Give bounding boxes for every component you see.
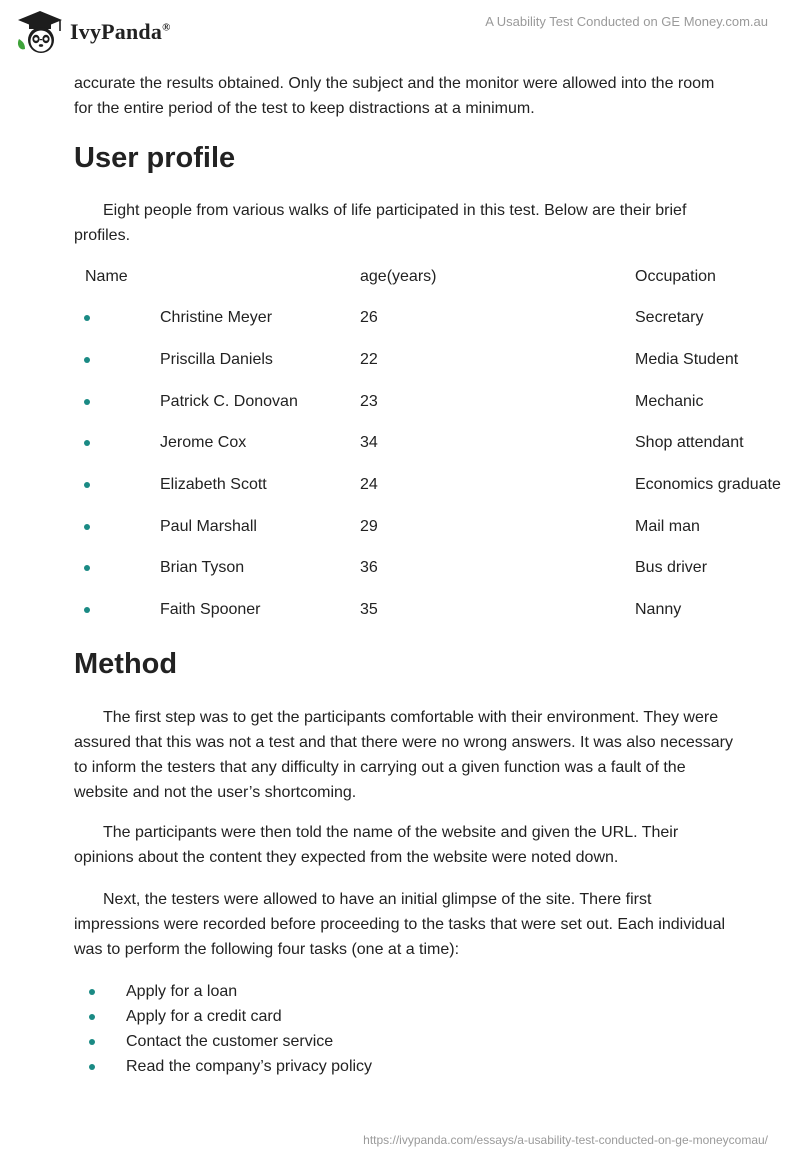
list-item — [74, 1004, 734, 1029]
bullet-icon — [84, 515, 90, 539]
participant-name: Faith Spooner — [160, 601, 261, 618]
participant-occupation: Shop attendant — [635, 434, 744, 451]
table-row — [74, 515, 800, 539]
participant-name: Paul Marshall — [160, 518, 257, 535]
participant-name: Priscilla Daniels — [160, 351, 273, 368]
participant-name: Jerome Cox — [160, 434, 247, 451]
method-paragraph-2: The participants were then told the name of the website and given the URL. Their opinions about the content they expected from the website were noted down. — [74, 824, 679, 866]
panda-graduate-icon — [16, 9, 64, 55]
bullet-icon — [89, 1039, 95, 1045]
bullet-icon — [84, 306, 90, 330]
method-paragraph-3: Next, the testers were allowed to have an initial glimpse of the site. There first impressions were recorded before proceeding to the tasks that were set out. Each individual was to perform the following four tasks (one at a time): — [74, 891, 726, 958]
table-row — [74, 431, 800, 455]
document-title: A Usability Test Conducted on GE Money.com.au — [485, 14, 768, 29]
column-header-name: Name — [85, 268, 128, 285]
table-row — [74, 473, 800, 497]
list-item — [74, 979, 734, 1004]
task-list — [74, 979, 734, 1079]
participant-age: 22 — [360, 351, 378, 368]
brand-name: IvyPanda® — [70, 19, 171, 44]
participant-age: 23 — [360, 393, 378, 410]
participant-name: Elizabeth Scott — [160, 476, 267, 493]
user-profile-paragraph: Eight people from various walks of life participated in this test. Below are their brief profiles. — [74, 202, 687, 244]
column-header-occupation: Occupation — [635, 268, 716, 285]
participant-age: 24 — [360, 476, 378, 493]
bullet-icon — [84, 431, 90, 455]
participant-name: Christine Meyer — [160, 309, 273, 326]
ivypanda-logo[interactable] — [16, 9, 171, 55]
source-url-link[interactable]: https://ivypanda.com/essays/a-usability-test-conducted-on-ge-moneycomau/ — [363, 1133, 768, 1147]
bullet-icon — [84, 598, 90, 622]
bullet-icon — [89, 1064, 95, 1070]
task-label: Read the company’s privacy policy — [126, 1058, 373, 1075]
column-header-age: age(years) — [360, 268, 437, 285]
list-item — [74, 1029, 734, 1054]
participant-name: Patrick C. Donovan — [160, 393, 298, 410]
participant-occupation: Mechanic — [635, 393, 704, 410]
table-row — [74, 598, 800, 622]
task-label: Apply for a credit card — [126, 1008, 282, 1025]
bullet-icon — [84, 556, 90, 580]
method-paragraph-1: The first step was to get the participants comfortable with their environment. They were assured that this was not a test and that there were no wrong answers. It was also necessary to inform the testers that any difficulty in carrying out a given function was a fault of the website and not the user’s shortcoming. — [74, 709, 734, 801]
table-row — [74, 306, 800, 330]
participant-occupation: Mail man — [635, 518, 700, 535]
participant-age: 36 — [360, 559, 378, 576]
participant-age: 29 — [360, 518, 378, 535]
participant-age: 26 — [360, 309, 378, 326]
table-row — [74, 348, 800, 372]
user-profile-heading: User profile — [74, 142, 236, 174]
intro-paragraph: accurate the results obtained. Only the subject and the monitor were allowed into the room for the entire period of the test to keep distractions at a minimum. — [74, 75, 715, 117]
participant-occupation: Nanny — [635, 601, 682, 618]
bullet-icon — [84, 390, 90, 414]
profile-table-header — [74, 265, 800, 289]
participant-occupation: Media Student — [635, 351, 739, 368]
participant-name: Brian Tyson — [160, 559, 245, 576]
table-row — [74, 390, 800, 414]
participant-age: 34 — [360, 434, 378, 451]
bullet-icon — [84, 348, 90, 372]
page-header — [0, 0, 800, 66]
task-label: Contact the customer service — [126, 1033, 334, 1050]
participant-occupation: Secretary — [635, 309, 704, 326]
table-row — [74, 556, 800, 580]
bullet-icon — [89, 989, 95, 995]
method-heading: Method — [74, 648, 178, 680]
participant-occupation: Bus driver — [635, 559, 708, 576]
participant-occupation: Economics graduate — [635, 476, 781, 493]
participant-age: 35 — [360, 601, 378, 618]
bullet-icon — [84, 473, 90, 497]
bullet-icon — [89, 1014, 95, 1020]
list-item — [74, 1054, 734, 1079]
task-label: Apply for a loan — [126, 983, 238, 1000]
